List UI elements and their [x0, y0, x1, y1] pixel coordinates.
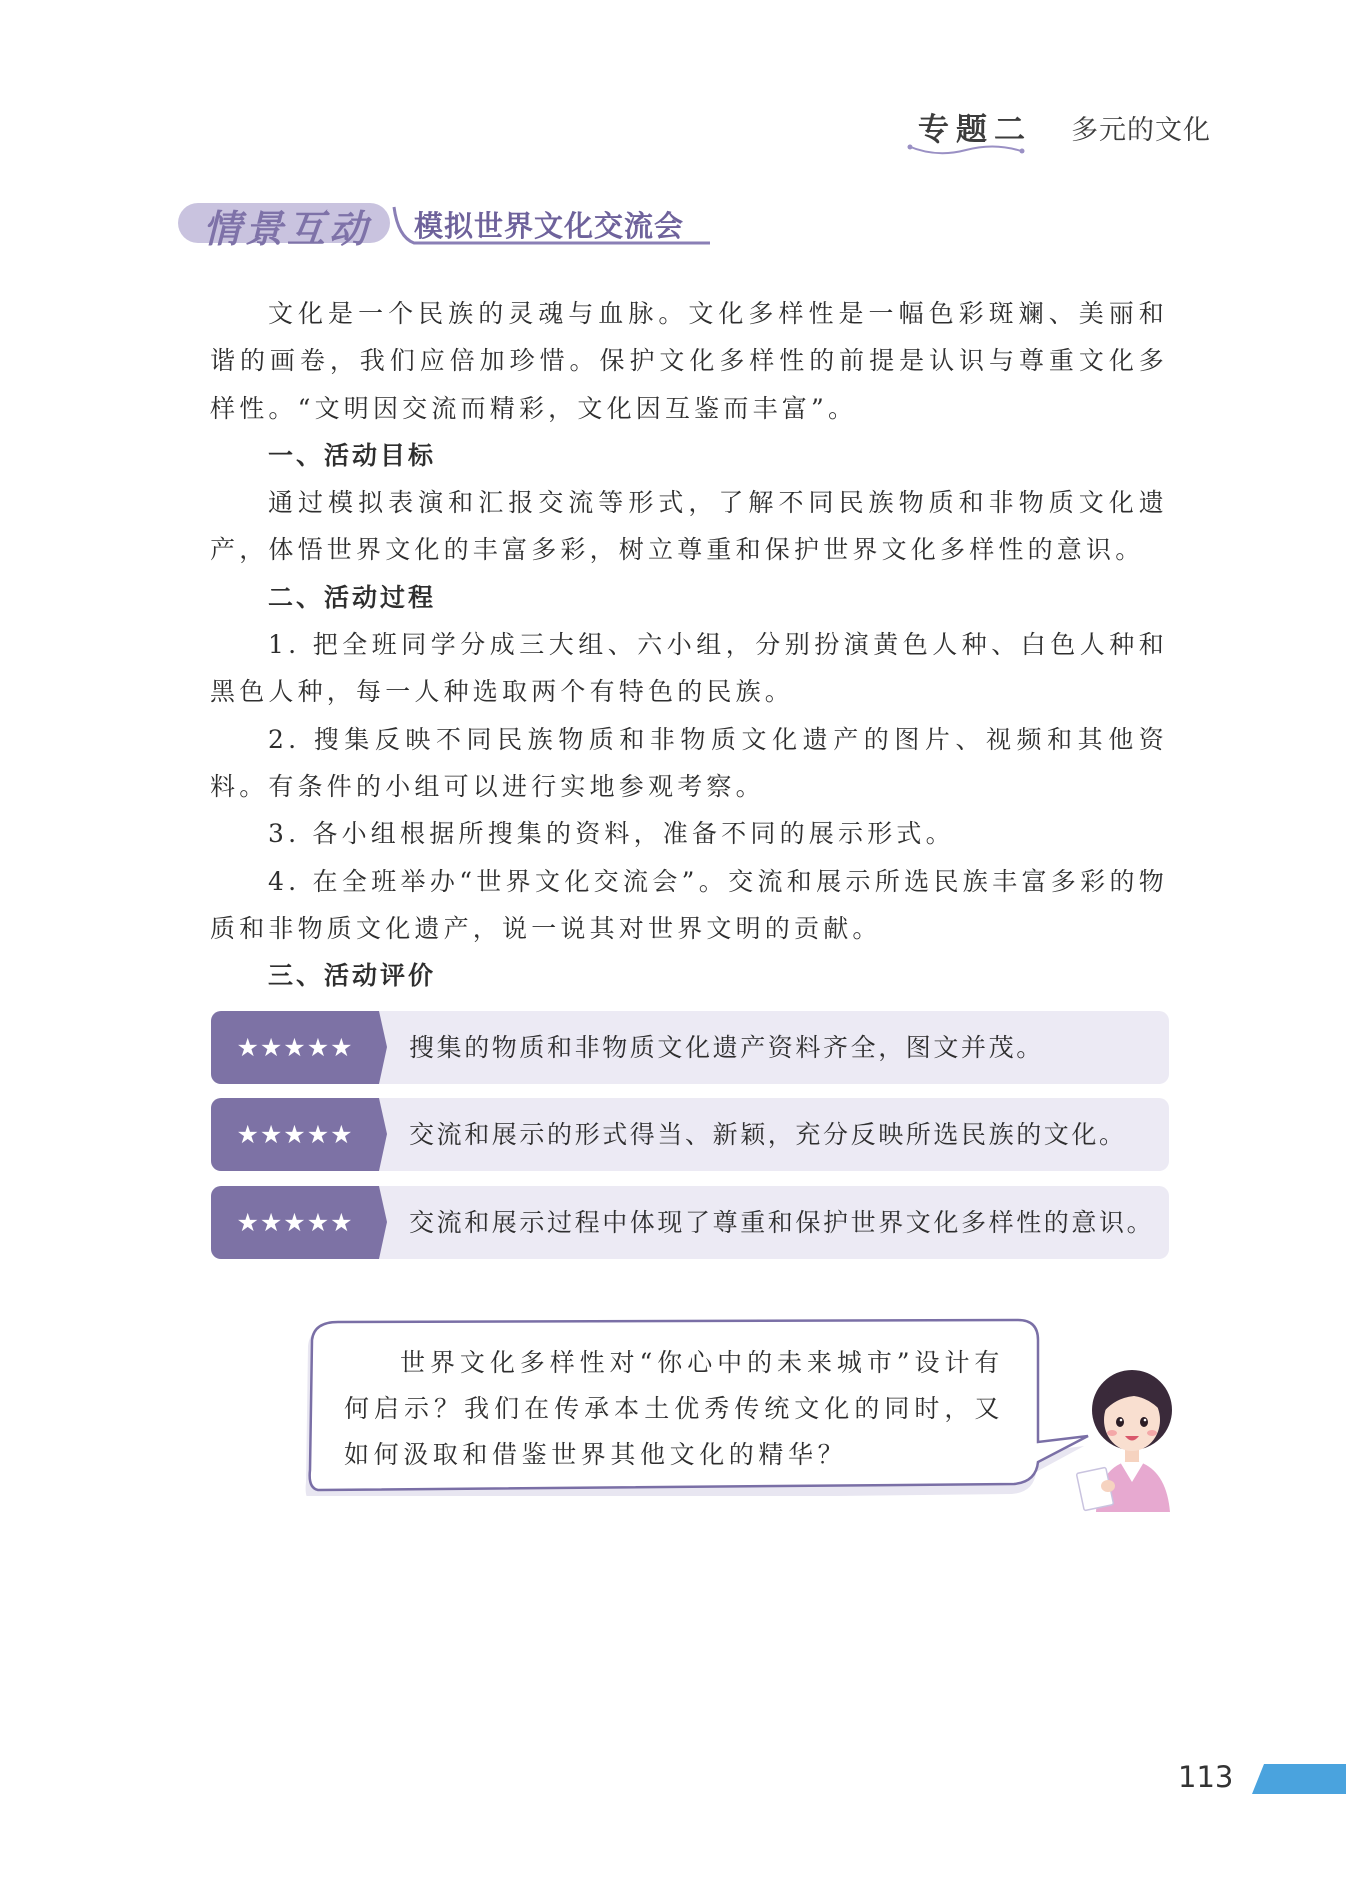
chapter-title: 多元的文化: [1071, 115, 1211, 146]
evaluation-criterion: 交流和展示的形式得当、新颖，充分反映所选民族的文化。: [409, 1120, 1127, 1149]
evaluation-row: [211, 1186, 1169, 1259]
goal-paragraph: 通过模拟表演和汇报交流等形式，了解不同民族物质和非物质文化遗产，体悟世界文化的丰富多彩，树立尊重和保护世界文化多样性的意识。: [210, 488, 1168, 565]
main-body: [210, 290, 1168, 999]
star-rating: ★★★★★: [211, 1098, 379, 1171]
speech-bubble-text: [344, 1340, 1004, 1478]
goal-heading: 一、活动目标: [268, 440, 437, 470]
chapter-wave-ornament: [906, 142, 1026, 158]
evaluation-criterion: 搜集的物质和非物质文化遗产资料齐全，图文并茂。: [409, 1033, 1044, 1062]
process-step-4: 4. 在全班举办“世界文化交流会”。交流和展示所选民族丰富多彩的物质和非物质文化遗产，说一说其对世界文明的贡献。: [210, 866, 1168, 943]
intro-paragraph: 文化是一个民族的灵魂与血脉。文化多样性是一幅色彩斑斓、美丽和谐的画卷，我们应倍加珍惜。保护文化多样性的前提是认识与尊重文化多样性。“文明因交流而精彩，文化因互鉴而丰富”。: [210, 299, 1168, 423]
evaluation-criterion: 交流和展示过程中体现了尊重和保护世界文化多样性的意识。: [409, 1208, 1155, 1237]
process-step-2: 2. 搜集反映不同民族物质和非物质文化遗产的图片、视频和其他资料。有条件的小组可以进行实地参观考察。: [210, 724, 1168, 801]
row-divider: [373, 1098, 387, 1171]
star-rating: ★★★★★: [211, 1011, 379, 1084]
speech-bubble-paragraph: 世界文化多样性对“你心中的未来城市”设计有何启示？我们在传承本土优秀传统文化的同时，又如何汲取和借鉴世界其他文化的精华？: [344, 1348, 1004, 1469]
teacher-character-illustration: [1070, 1362, 1190, 1512]
footer-accent-bar: [1252, 1764, 1346, 1794]
section-banner-title: 情景互动: [203, 207, 372, 251]
evaluation-heading: 三、活动评价: [268, 961, 437, 991]
process-heading: 二、活动过程: [268, 582, 437, 612]
chapter-label: 专题二: [918, 112, 1032, 148]
process-step-3: 3. 各小组根据所搜集的资料，准备不同的展示形式。: [268, 819, 955, 849]
row-divider: [373, 1011, 387, 1084]
section-banner-subtitle: 模拟世界文化交流会: [414, 209, 685, 243]
evaluation-row: [211, 1011, 1169, 1084]
star-rating: ★★★★★: [211, 1186, 379, 1259]
evaluation-row: [211, 1098, 1169, 1171]
row-divider: [373, 1186, 387, 1259]
process-step-1: 1. 把全班同学分成三大组、六小组，分别扮演黄色人种、白色人种和黑色人种，每一人种选取两个有特色的民族。: [210, 630, 1168, 707]
page-number: 113: [1178, 1760, 1234, 1794]
